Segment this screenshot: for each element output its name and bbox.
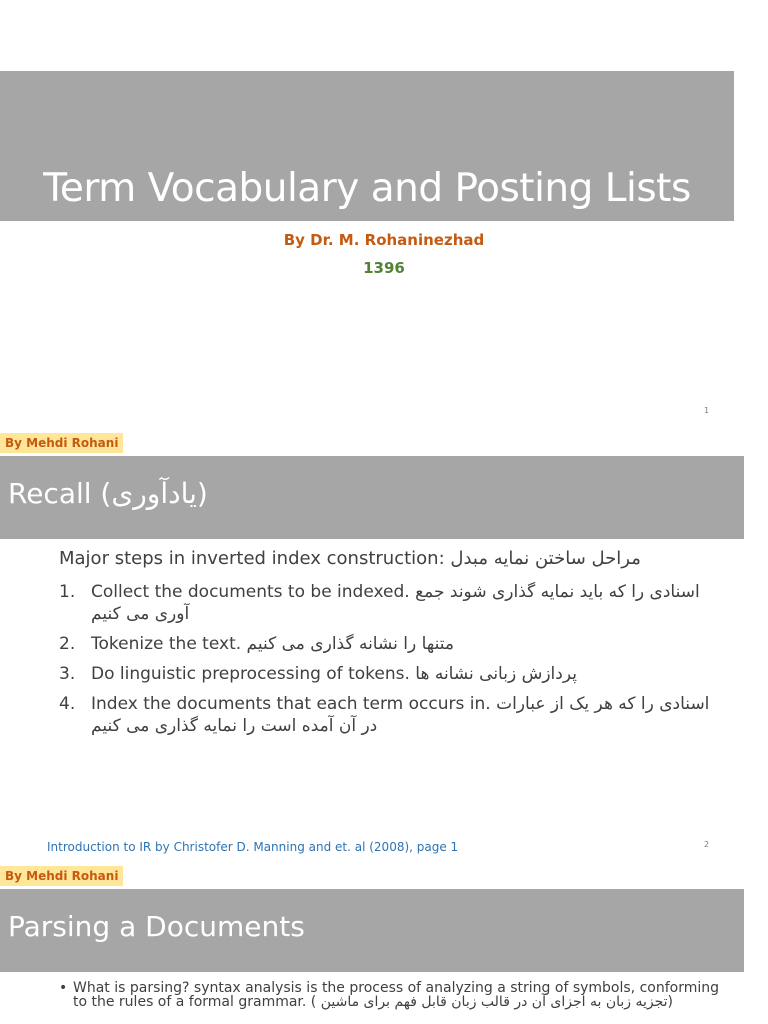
list-item-english: Index the documents that each term occurs in.	[91, 694, 491, 714]
list-item-number: 4.	[59, 694, 76, 714]
steps-list	[59, 581, 719, 745]
list-item	[59, 581, 719, 625]
page-number-2: 2	[704, 840, 710, 849]
list-item-number: 2.	[59, 634, 76, 654]
slide-title-banner	[0, 456, 744, 539]
list-item	[59, 663, 719, 685]
list-item	[59, 981, 719, 1009]
title-slide-banner	[0, 71, 734, 221]
year-line: 1396	[363, 259, 405, 277]
list-item	[59, 633, 719, 655]
list-item-number: 3.	[59, 664, 76, 684]
list-item-persian: اسنادی را که باید نمایه گذاری شوند جمع آوری می کنیم	[91, 582, 700, 624]
list-item-number: 1.	[59, 582, 76, 602]
list-item-persian: متنها را نشانه گذاری می کنیم	[246, 634, 454, 654]
bullet-list	[59, 981, 719, 1009]
list-item-persian: پردازش زبانی نشانه ها	[415, 664, 577, 684]
list-item-english: Tokenize the text.	[91, 634, 242, 654]
page-number-1: 1	[704, 406, 710, 415]
bullet-text: What is parsing? syntax analysis is the process of analyzing a string of symbols, conforming to the rules of a formal grammar. ( تجزیه زبان به اجزای آن در قالب زبان قابل فهم برای ماشین)	[73, 980, 720, 1010]
list-item-english: Do linguistic preprocessing of tokens.	[91, 664, 410, 684]
slide-title: Parsing a Documents	[8, 910, 305, 943]
slide-title: Recall (یادآوری)	[8, 477, 208, 510]
presentation-title: Term Vocabulary and Posting Lists	[43, 166, 691, 211]
bullet-icon: •	[59, 980, 68, 996]
list-item	[59, 693, 719, 737]
reference-citation: Introduction to IR by Christofer D. Manning and et. al (2008), page 1	[47, 840, 459, 854]
slide-title-banner	[0, 889, 744, 972]
list-item-english: Collect the documents to be indexed.	[91, 582, 410, 602]
list-item-persian: اسنادی را که هر یک از عبارات در آن آمده است را نمایه گذاری می کنیم	[91, 694, 710, 736]
author-tag: By Mehdi Rohani	[0, 866, 123, 886]
author-tag: By Mehdi Rohani	[0, 433, 123, 453]
author-line: By Dr. M. Rohaninezhad	[283, 231, 485, 249]
intro-text: Major steps in inverted index construction: مراحل ساختن نمایه مبدل	[59, 548, 641, 569]
